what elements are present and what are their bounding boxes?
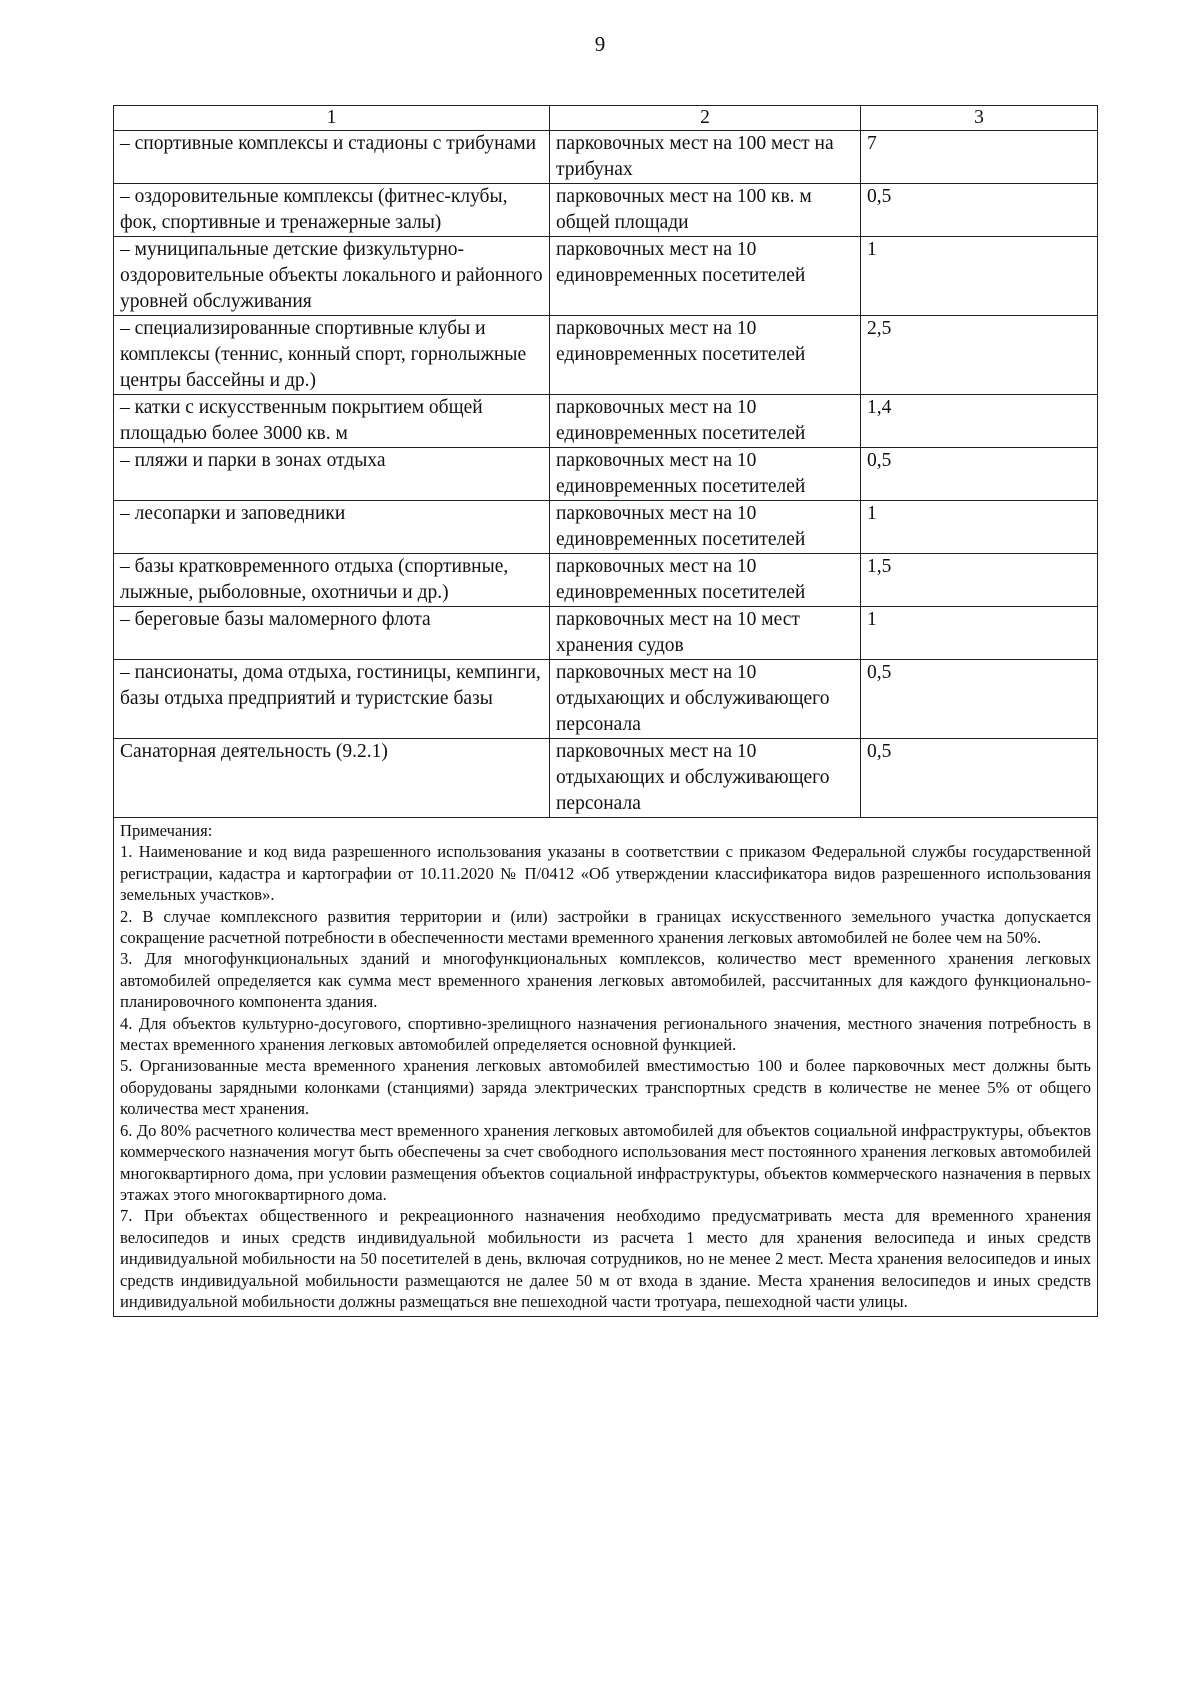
note-item: 4. Для объектов культурно-досугового, спортивно-зрелищного назначения регионального значения, местного значения потребность в местах временного хранения легковых автомобилей определяется основной функцией. xyxy=(120,1013,1091,1055)
object-type-cell: – оздоровительные комплексы (фитнес-клубы, фок, спортивные и тренажерные залы) xyxy=(114,184,550,237)
parking-norms-table xyxy=(113,105,1098,1317)
norm-value-cell: 1,4 xyxy=(861,395,1098,448)
unit-cell: парковочных мест на 100 мест на трибунах xyxy=(550,131,861,184)
unit-cell: парковочных мест на 10 отдыхающих и обслуживающего персонала xyxy=(550,660,861,739)
table-row xyxy=(114,184,1098,237)
table-row xyxy=(114,501,1098,554)
table-row xyxy=(114,131,1098,184)
object-type-cell: – лесопарки и заповедники xyxy=(114,501,550,554)
column-header-1: 1 xyxy=(114,106,550,131)
norm-value-cell: 0,5 xyxy=(861,660,1098,739)
notes-title: Примечания: xyxy=(120,821,213,840)
object-type-cell: – пансионаты, дома отдыха, гостиницы, кемпинги, базы отдыха предприятий и туристские базы xyxy=(114,660,550,739)
table-row xyxy=(114,316,1098,395)
object-type-cell: – пляжи и парки в зонах отдыха xyxy=(114,448,550,501)
table-row xyxy=(114,395,1098,448)
norm-value-cell: 1 xyxy=(861,237,1098,316)
unit-cell: парковочных мест на 10 единовременных посетителей xyxy=(550,501,861,554)
unit-cell: парковочных мест на 10 единовременных посетителей xyxy=(550,316,861,395)
norm-value-cell: 1,5 xyxy=(861,554,1098,607)
table-row xyxy=(114,739,1098,818)
note-item: 3. Для многофункциональных зданий и многофункциональных комплексов, количество мест временного хранения легковых автомобилей определяется как сумма мест временного хранения легковых автомобилей, рассчитанных для каждого функционально-планировочного компонента здания. xyxy=(120,949,1091,1012)
norm-value-cell: 7 xyxy=(861,131,1098,184)
column-header-2: 2 xyxy=(550,106,861,131)
notes-cell xyxy=(114,818,1098,1317)
unit-cell: парковочных мест на 10 единовременных посетителей xyxy=(550,448,861,501)
unit-cell: парковочных мест на 10 мест хранения судов xyxy=(550,607,861,660)
norm-value-cell: 2,5 xyxy=(861,316,1098,395)
notes-row xyxy=(114,818,1098,1317)
table-row xyxy=(114,554,1098,607)
unit-cell: парковочных мест на 10 отдыхающих и обслуживающего персонала xyxy=(550,739,861,818)
page-number: 9 xyxy=(594,32,606,56)
note-item: 5. Организованные места временного хранения легковых автомобилей вместимостью 100 и более парковочных мест должны быть оборудованы зарядными колонками (станциями) заряда электрических транспортных средств в количестве не менее 5% от общего количества мест хранения. xyxy=(120,1056,1091,1119)
note-item: 2. В случае комплексного развития территории и (или) застройки в границах искусственного земельного участка допускается сокращение расчетной потребности в обеспеченности местами временного хранения легковых автомобилей не более чем на 50%. xyxy=(120,906,1091,948)
unit-cell: парковочных мест на 10 единовременных посетителей xyxy=(550,554,861,607)
norm-value-cell: 0,5 xyxy=(861,184,1098,237)
table-row xyxy=(114,237,1098,316)
unit-cell: парковочных мест на 10 единовременных посетителей xyxy=(550,395,861,448)
unit-cell: парковочных мест на 10 единовременных посетителей xyxy=(550,237,861,316)
note-item: 1. Наименование и код вида разрешенного использования указаны в соответствии с приказом Федеральной службы государственной регистрации, кадастра и картографии от 10.11.2020 № П/0412 «Об утверждении классификатора видов разрешенного использования земельных участков». xyxy=(120,842,1091,905)
object-type-cell: Санаторная деятельность (9.2.1) xyxy=(114,739,550,818)
table-row xyxy=(114,607,1098,660)
object-type-cell: – муниципальные детские физкультурно-оздоровительные объекты локального и районного уровней обслуживания xyxy=(114,237,550,316)
norm-value-cell: 0,5 xyxy=(861,448,1098,501)
norm-value-cell: 1 xyxy=(861,607,1098,660)
unit-cell: парковочных мест на 100 кв. м общей площади xyxy=(550,184,861,237)
norm-value-cell: 0,5 xyxy=(861,739,1098,818)
object-type-cell: – специализированные спортивные клубы и комплексы (теннис, конный спорт, горнолыжные центры бассейны и др.) xyxy=(114,316,550,395)
table-row xyxy=(114,448,1098,501)
object-type-cell: – спортивные комплексы и стадионы с трибунами xyxy=(114,131,550,184)
note-item: 6. До 80% расчетного количества мест временного хранения легковых автомобилей для объектов социальной инфраструктуры, объектов коммерческого назначения могут быть обеспечены за счет свободного использования мест постоянного хранения легковых автомобилей многоквартирного дома, при условии размещения объектов социальной инфраструктуры, объектов коммерческого назначения в первых этажах этого многоквартирного дома. xyxy=(120,1120,1091,1204)
object-type-cell: – катки с искусственным покрытием общей площадью более 3000 кв. м xyxy=(114,395,550,448)
table-row xyxy=(114,660,1098,739)
table-header-row xyxy=(114,106,1098,131)
object-type-cell: – береговые базы маломерного флота xyxy=(114,607,550,660)
object-type-cell: – базы кратковременного отдыха (спортивные, лыжные, рыболовные, охотничьи и др.) xyxy=(114,554,550,607)
note-item: 7. При объектах общественного и рекреационного назначения необходимо предусматривать места для временного хранения велосипедов и иных средств индивидуальной мобильности из расчета 1 место для хранения велосипеда и иных средств индивидуальной мобильности на 50 посетителей в день, включая сотрудников, но не менее 2 мест. Места хранения велосипедов и иных средств индивидуальной мобильности размещаются не далее 50 м от входа в здание. Места хранения велосипедов и иных средств индивидуальной мобильности должны размещаться вне пешеходной части тротуара, пешеходной части улицы. xyxy=(120,1206,1091,1311)
column-header-3: 3 xyxy=(861,106,1098,131)
norm-value-cell: 1 xyxy=(861,501,1098,554)
